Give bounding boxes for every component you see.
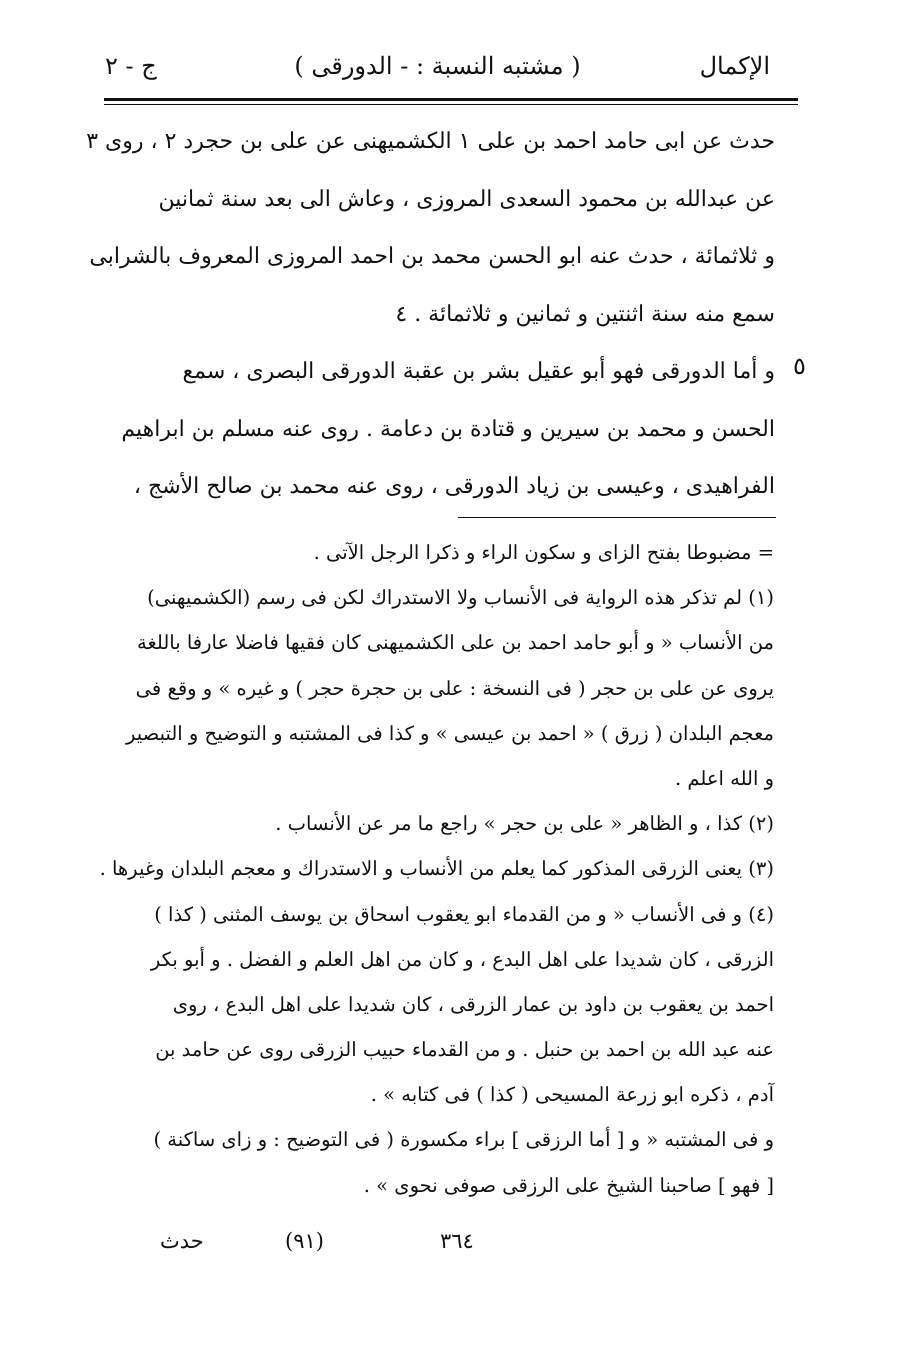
- section-subtitle: ( مشتبه النسبة : - الدورقى ): [294, 52, 581, 80]
- main-line: و أما الدورقى فهو أبو عقيل بشر بن عقبة الدورقى البصرى ، سمع: [182, 359, 775, 384]
- footnote-separator: [458, 517, 776, 518]
- footnote-line: = مضبوطا بفتح الزاى و سكون الراء و ذكرا الرجل الآتى .: [313, 541, 774, 564]
- line-number-marker: ٥: [793, 352, 806, 380]
- footnote-line: (٣) يعنى الزرقى المذكور كما يعلم من الأنساب و الاستدراك و معجم البلدان وغيرها .: [99, 857, 774, 881]
- footnote-line: و الله اعلم .: [675, 766, 774, 790]
- footnote-line: (١) لم تذكر هذه الرواية فى الأنساب ولا الاستدراك لكن فى رسم (الكشميهنى): [147, 586, 774, 610]
- footnote-line: يروى عن على بن حجر ( فى النسخة : على بن حجرة حجر ) و غيره » و وقع فى: [135, 676, 774, 700]
- footnote-line: عنه عبد الله بن احمد بن حنبل . و من القدماء حبيب الزرقى روى عن حامد بن: [155, 1038, 774, 1062]
- main-line: سمع منه سنة اثنتين و ثمانين و ثلاثمائة . ٤: [395, 301, 775, 327]
- header-rule-thin: [104, 104, 798, 105]
- main-line: عن عبدالله بن محمود السعدى المروزى ، وعاش الى بعد سنة ثمانين: [158, 186, 775, 212]
- page-footer: [150, 1229, 500, 1261]
- footnote-line: معجم البلدان ( زرق ) « احمد بن عيسى » و كذا فى المشتبه و التوضيح و التبصير: [126, 721, 774, 745]
- main-line: حدث عن ابى حامد احمد بن على ١ الكشميهنى عن على بن حجرد ٢ ، روى ٣: [86, 129, 775, 154]
- signature-mark: (٩١): [285, 1229, 324, 1253]
- footnote-line: (٤) و فى الأنساب « و من القدماء ابو يعقوب اسحاق بن يوسف المثنى ( كذا ): [154, 902, 774, 926]
- footnote-line: (٢) كذا ، و الظاهر « على بن حجر » راجع ما مر عن الأنساب .: [275, 812, 774, 836]
- running-header: [105, 52, 770, 92]
- footnote-line: من الأنساب « و أبو حامد احمد بن على الكشميهنى كان فقيها فاضلا عارفا باللغة: [137, 631, 774, 655]
- catchword: حدث: [160, 1229, 204, 1253]
- main-line: و ثلاثمائة ، حدث عنه ابو الحسن محمد بن احمد المروزى المعروف بالشرابى: [89, 244, 775, 269]
- main-text: [86, 122, 775, 525]
- page-number: ٣٦٤: [440, 1229, 474, 1253]
- header-rule-thick: [104, 98, 798, 101]
- footnote-line: الزرقى ، كان شديدا على اهل البدع ، و كان من اهل العلم و الفضل . و أبو بكر: [150, 947, 774, 971]
- main-line: الفراهيدى ، وعيسى بن زياد الدورقى ، روى عنه محمد بن صالح الأشج ،: [133, 474, 775, 499]
- footnotes: [99, 537, 774, 1215]
- footnote-line: [ فهو ] صاحبنا الشيخ على الرزقى صوفى نحوى » .: [363, 1173, 774, 1197]
- footnote-line: و فى المشتبه « و [ أما الرزقى ] براء مكسورة ( فى التوضيح : و زاى ساكنة ): [153, 1128, 774, 1152]
- footnote-line: آدم ، ذكره ابو زرعة المسيحى ( كذا ) فى كتابه » .: [370, 1083, 774, 1107]
- main-line: الحسن و محمد بن سيرين و قتادة بن دعامة . روى عنه مسلم بن ابراهيم: [121, 416, 775, 442]
- footnote-line: احمد بن يعقوب بن داود بن عمار الزرقى ، كان شديدا على اهل البدع ، روى: [172, 992, 774, 1016]
- volume-label: ج - ٢: [105, 52, 157, 80]
- book-title: الإكمال: [699, 52, 770, 80]
